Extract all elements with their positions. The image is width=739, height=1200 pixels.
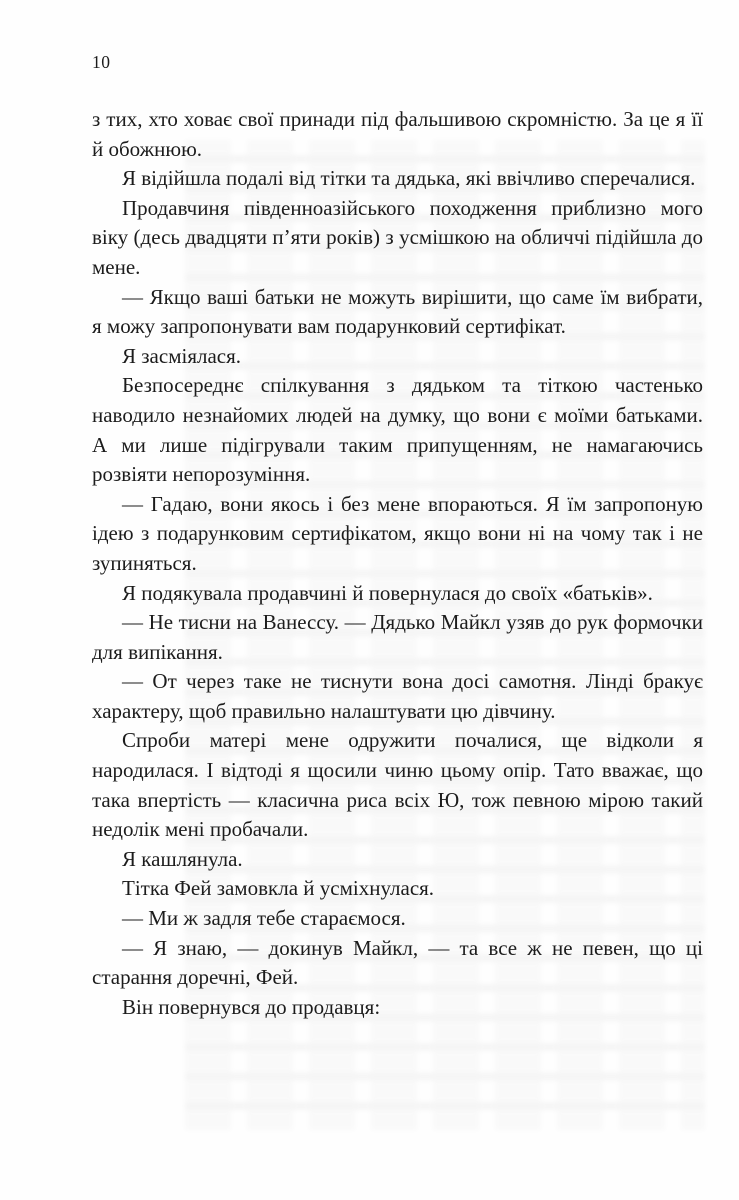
paragraph-dialogue: — Гадаю, вони якось і без мене впораються. Я їм запропоную ідею з подарунковим сертифікатом, якщо вони ні на чому так і не зупиняться. <box>92 491 703 575</box>
paragraph: Я подякувала продавчині й повернулася до своїх «батьків». <box>122 580 653 605</box>
paragraph-dialogue: — Я знаю, — докинув Майкл, — та все ж не певен, що ці старання доречні, Фей. <box>92 935 703 990</box>
paragraph-dialogue: — Ми ж задля тебе стараємося. <box>122 906 406 931</box>
paragraph-dialogue: — От через таке не тиснути вона досі самотня. Лінді бракує характеру, щоб правильно налаштувати цю дівчину. <box>92 669 703 723</box>
paragraph-dialogue: — Якщо ваші батьки не можуть вирішити, що саме їм вибрати, я можу запропонувати вам подарунковий сертифікат. <box>92 284 703 339</box>
paragraph: Спроби матері мене одружити почалися, ще відколи я народилася. І відтоді я щосили чиню цьому опір. Тато вважає, що така впертість — класична риса всіх Ю, тож певною мірою такий недолік мені пробачали. <box>92 728 703 842</box>
paragraph: Я засміялася. <box>122 343 242 368</box>
body-text <box>92 105 703 1022</box>
paragraph: Безпосереднє спілкування з дядьком та тіткою частенько наводило незнайомих людей на думку, що вони є моїми батьками. А ми лише підігрували таким припущенням, не намагаючись розвіяти непорозуміння. <box>92 373 703 487</box>
paragraph: з тих, хто ховає свої принади під фальшивою скромністю. За це я її й обожнюю. <box>92 107 703 161</box>
paragraph-dialogue: — Не тисни на Ванессу. — Дядько Майкл узяв до рук формочки для випікання. <box>92 610 703 664</box>
paragraph: Я кашлянула. <box>122 846 243 871</box>
paragraph: Він повернувся до продавця: <box>122 994 381 1019</box>
paragraph: Тітка Фей замовкла й усміхнулася. <box>122 876 435 901</box>
page-number: 10 <box>92 52 111 72</box>
paragraph: Я відійшла подалі від тітки та дядька, які ввічливо сперечалися. <box>122 166 696 191</box>
paragraph: Продавчиня південноазійського походження приблизно мого віку (десь двадцяти п’яти років) з усмішкою на обличчі підійшла до мене. <box>92 195 703 279</box>
